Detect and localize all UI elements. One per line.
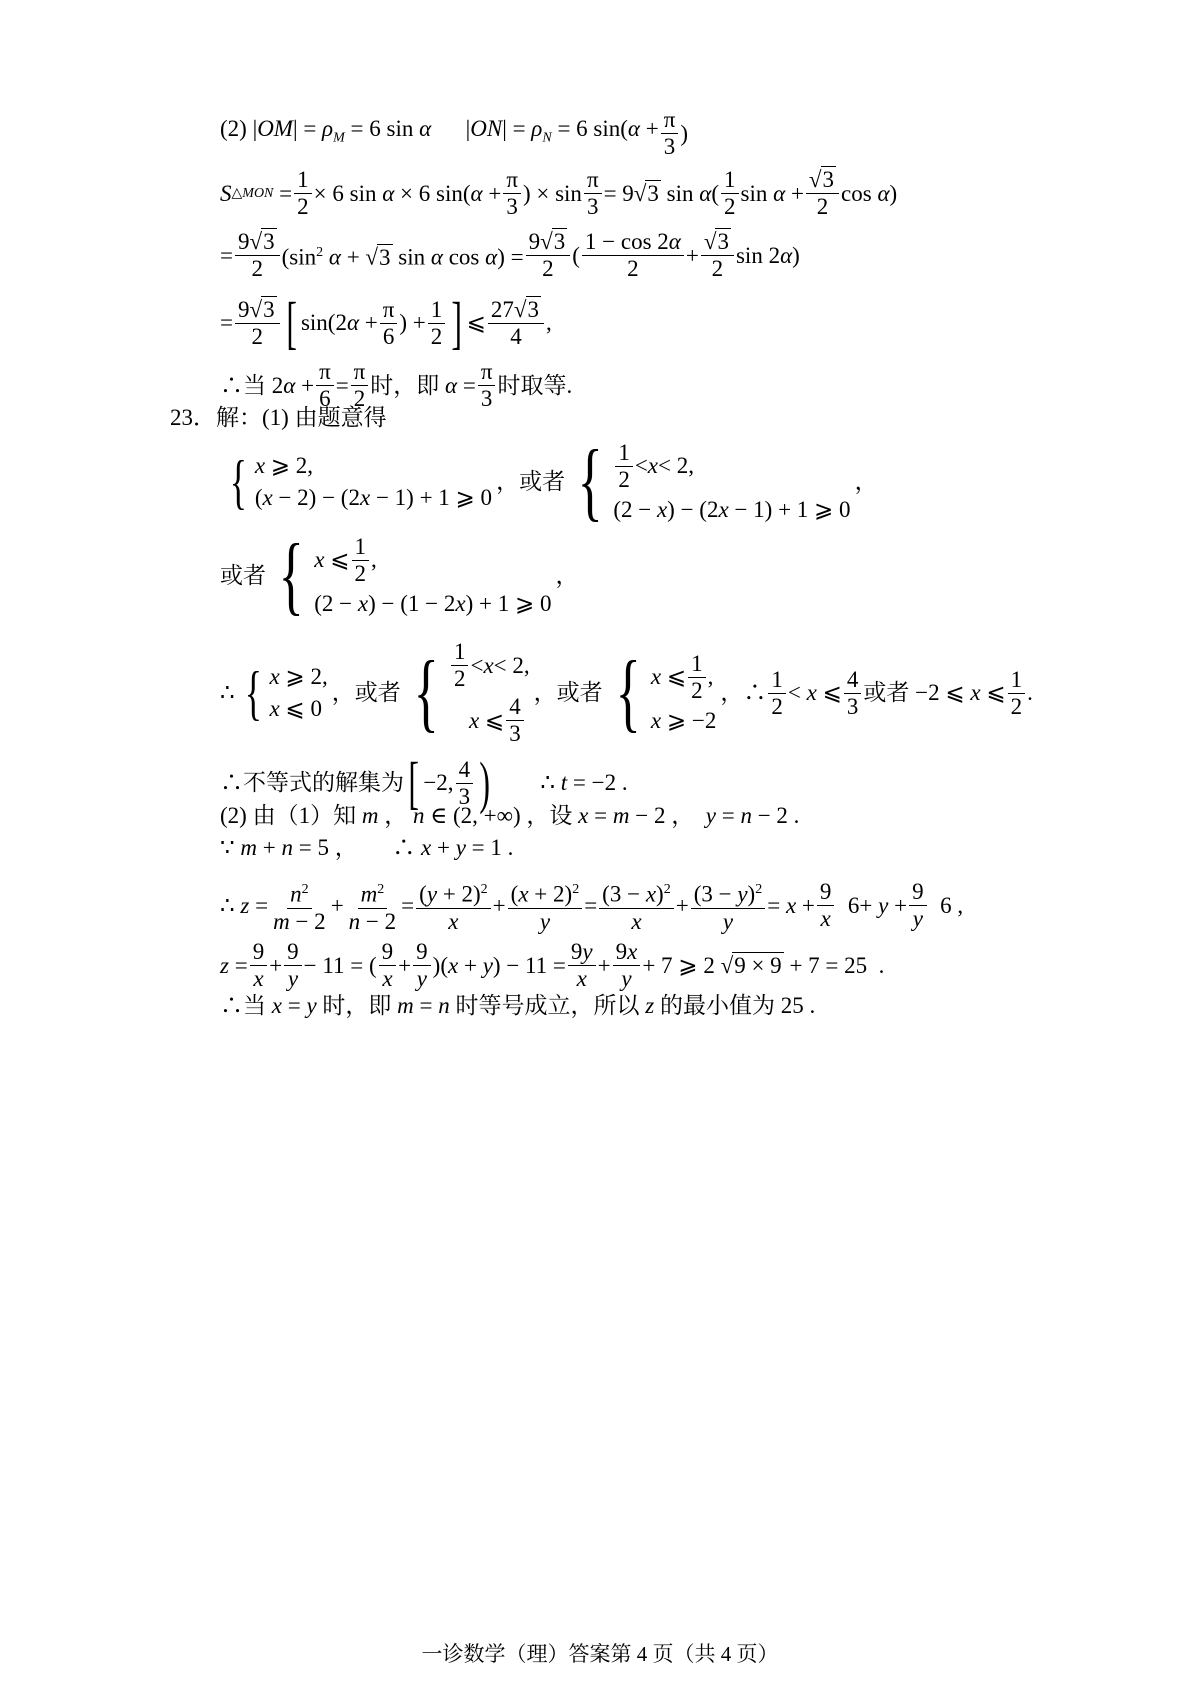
problem-23-heading: 23．解：(1) 由题意得 [170, 405, 387, 430]
part2-setup: (2) 由（1）知 m ， n ∈ (2, +∞) ，设 x = m − 2 ， y = n − 2 . [220, 803, 800, 828]
cases-second: 或者 { x ⩽ $\frac{1}{2}$ , (2 − x) − (1 − 2x) + 1 ⩾ 0 ， [220, 527, 579, 624]
eq-area: S △MON = $\frac{1}{2}$ × 6 sin α × 6 sin(α + $\frac{\pi}{3}$ ) × sin $\frac{\pi}{3}$ = 9√3 sin α( $\frac{1}{2}$ sin α + $\frac{√3}{2}$ cos α) [220, 167, 898, 219]
part2-am-gm: z = $\frac{9}{x}$ + $\frac{9}{y}$ − 11 = ( $\frac{9}{x}$ + $\frac{9}{y}$ )(x + y) − 11 = $\frac{9y}{x}$ + $\frac{9x}{y}$ + 7 ⩾ 2 √9 × 9 + 7 = 25 . [220, 939, 885, 991]
solution-set: ∴不等式的解集为 [ −2, $\frac{4}{3}$ ) ∴ t = −2 . [220, 750, 628, 815]
part2-conclusion: ∴当 x = y 时，即 m = n 时等号成立，所以 z 的最小值为 25 . [220, 993, 816, 1018]
part2-z-expression: ∴ z = $\frac{n^2}{m - 2}$ + $\frac{m^2}{n - 2}$ = $\frac{(y + 2)^2}{x}$ + $\frac{(x + 2)^2}{y}$ = $\frac{(3 - x)^2}{x}$ + $\frac{(3 - y)^2}{y}$ = x + $\frac{9}{x}$ 6+ y + $\frac{9}{y}$ 6 , [220, 879, 964, 934]
cases-result: ∴ { x ⩾ 2, x ⩽ 0 ，或者 { $\frac{1}{2}$ < x < 2, x ⩽ $\frac{4}{3}$ ，或者 { x ⩽ $\frac{1}{2}$ , x ⩾ −2 ，∴ $\frac{1}{2}$ < x ⩽ $\frac{4}{3}$ 或者 −2 ⩽ x ⩽ $\frac{1}{2}$ . [220, 639, 1033, 746]
part2-sum: ∵ m + n = 5 ， ∴ x + y = 1 . [220, 835, 514, 860]
cases-first: { x ⩾ 2, (x − 2) − (2x − 1) + 1 ⩾ 0 ，或者 { $\frac{1}{2}$ < x < 2, (2 − x) − (2x − 1) + 1 ⩾ 0 ， [229, 433, 878, 530]
eq-expand: = $\frac{9√3}{2}$ ($\sin^2$ α + √3 sin α cos α) = $\frac{9√3}{2}$ ( $\frac{1 - \cos 2\alpha}{2}$ + $\frac{√3}{2}$ sin 2α) [220, 229, 800, 281]
eq-equality: ∴当 2α + $\frac{\pi}{6}$ = $\frac{\pi}{2}$ 时，即 α = $\frac{\pi}{3}$ 时取等. [220, 359, 573, 411]
eq-om-on: (2) $|OM| = \rho_M = 6$ sin α $|ON| = \rho_N = 6$ sin(α + $\frac{\pi}{3}$ ) [220, 107, 689, 159]
page-footer: 一诊数学（理）答案第 4 页（共 4 页） [421, 1642, 779, 1666]
eq-bound: = $\frac{9√3}{2}$ [ sin(2α + $\frac{\pi}{6}$ ) + $\frac{1}{2}$ ] ⩽ $\frac{27√3}{4}$ , [220, 290, 552, 355]
